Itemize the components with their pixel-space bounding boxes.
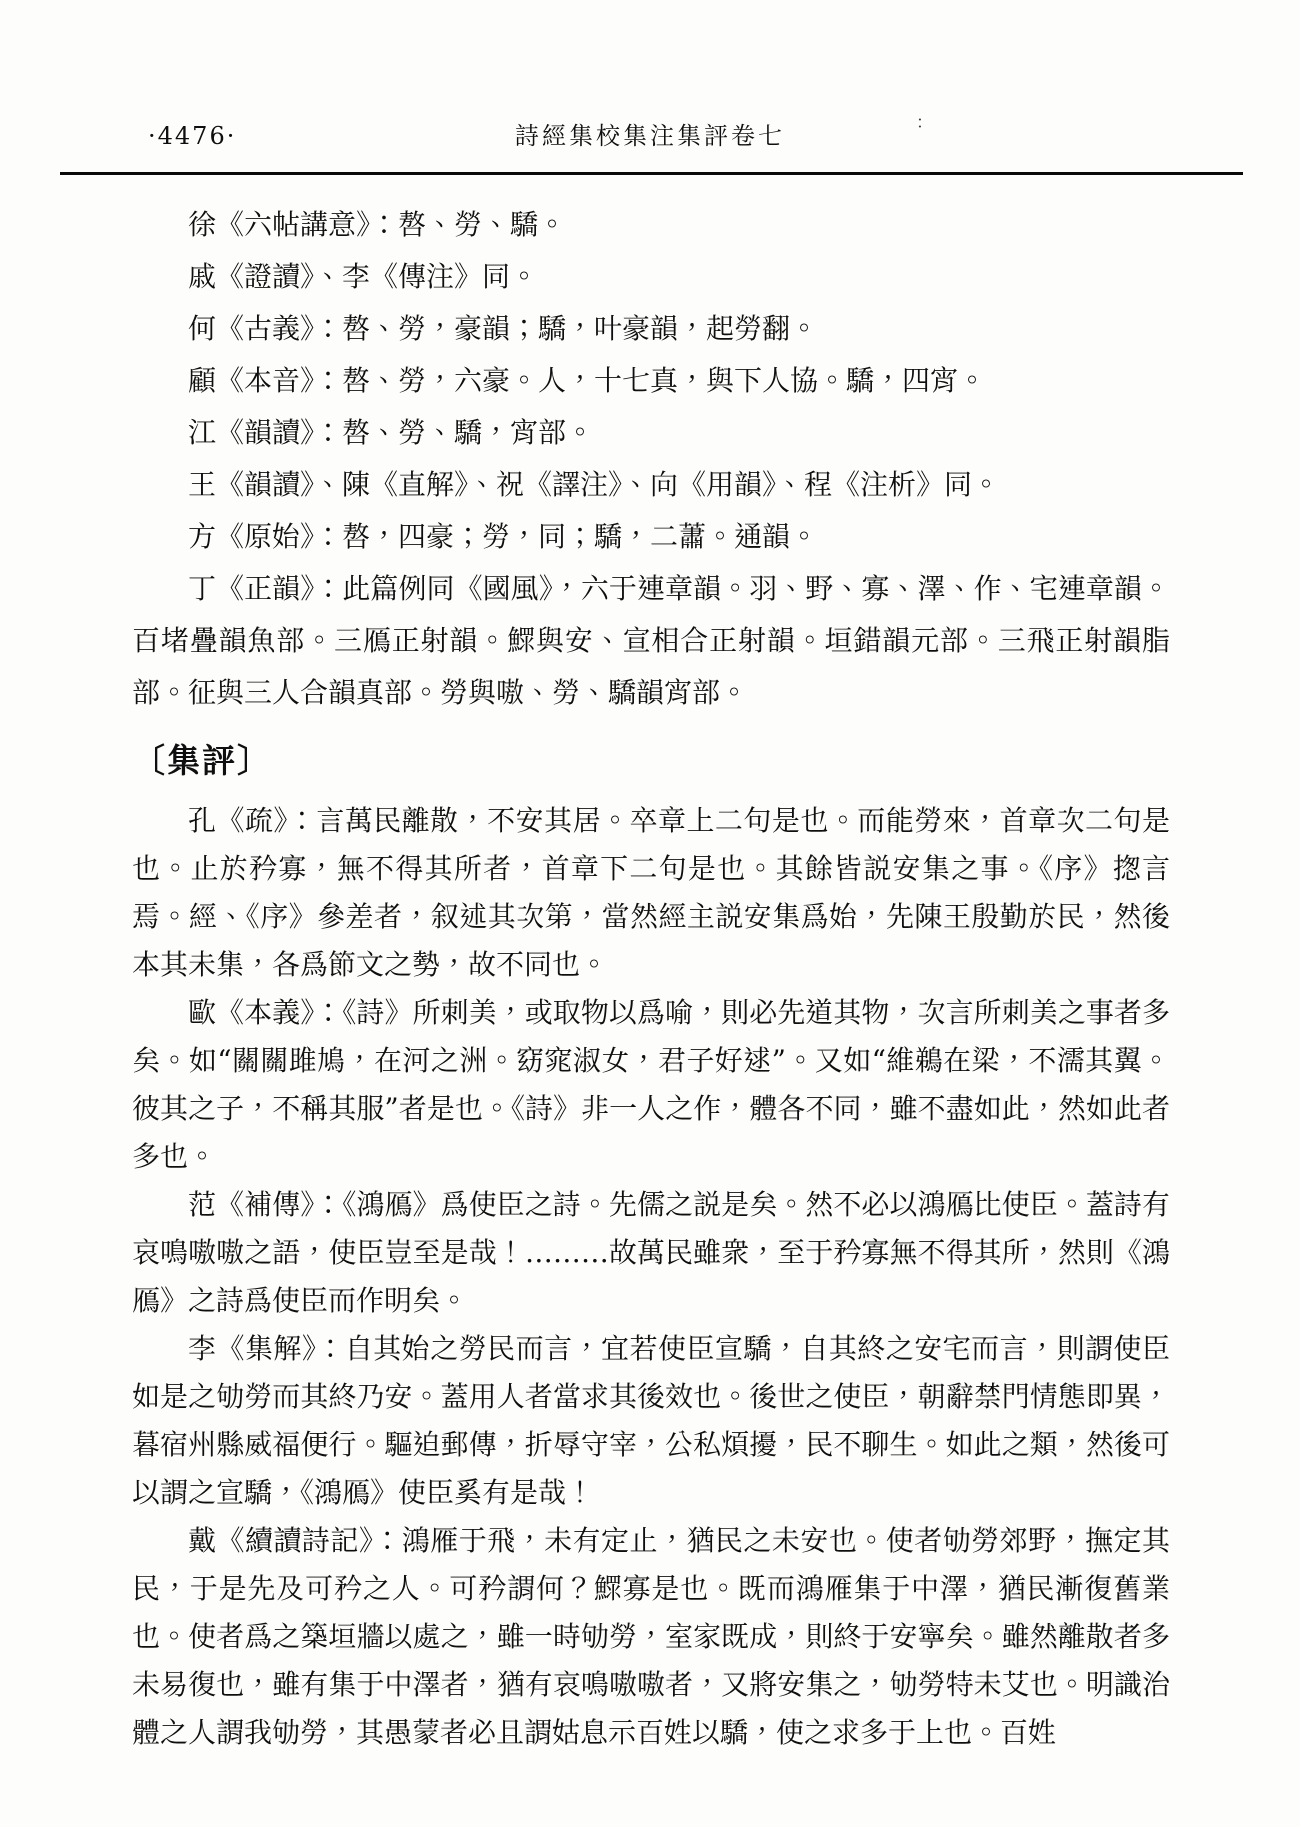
comment-kong-shu: 孔《疏》：言萬民離散，不安其居。卒章上二句是也。而能勞來，首章次二句是也。止於矜寡，無不得其所者，首章下二句是也。其餘皆説安集之事。《序》揔言焉。經、《序》參差者，叙述其次第，當然經主説安集爲始，先陳王殷勤於民，然後本其未集，各爲節文之勢，故不同也。	[132, 804, 1170, 981]
rhyme-note-gu: 顧《本音》：嗸、勞，六豪。人，十七真，與下人協。驕，四宵。	[188, 364, 987, 397]
rhyme-note-ding: 丁《正韻》：此篇例同《國風》，六于連章韻。羽、野、寡、澤、作、宅連章韻。百堵疊韻魚部。三鴈正射韻。鰥與安、宣相合正射韻。垣錯韻元部。三飛正射韻脂部。征與三人合韻真部。勞與嗷、勞、驕韻宵部。	[132, 572, 1170, 709]
page-body	[0, 199, 1300, 1757]
rhyme-note-he: 何《古義》：嗸、勞，豪韻；驕，叶豪韻，起勞翻。	[188, 312, 819, 345]
rhyme-note-xu: 徐《六帖講意》：嗸、勞、驕。	[188, 208, 567, 241]
rhyme-note-fang: 方《原始》：嗸，四豪；勞，同；驕，二蕭。通韻。	[188, 520, 819, 553]
section-heading-jiping: 〔集評〕	[132, 741, 272, 780]
header-rule	[60, 172, 1243, 175]
running-title: 詩經集校集注集評卷七	[515, 122, 785, 150]
rhyme-note-wang: 王《韻讀》、陳《直解》、祝《譯注》、向《用韻》、程《注析》同。	[188, 468, 1001, 501]
comment-dai-xudushiji: 戴《續讀詩記》：鴻雁于飛，未有定止，猶民之未安也。使者劬勞郊野，撫定其民，于是先及可矜之人。可矜謂何？鰥寡是也。既而鴻雁集于中澤，猶民漸復舊業也。使者爲之築垣牆以處之，雖一時劬勞，室家既成，則終于安寧矣。雖然離散者多未易復也，雖有集于中澤者，猶有哀鳴嗷嗷者，又將安集之，劬勞特未艾也。明識治體之人謂我劬勞，其愚蒙者必且謂姑息示百姓以驕，使之求多于上也。百姓	[132, 1524, 1170, 1749]
rhyme-note-jiang: 江《韻讀》：嗸、勞、驕，宵部。	[188, 416, 595, 449]
page-header	[0, 0, 1300, 160]
comment-ou-benyi: 歐《本義》：《詩》所刺美，或取物以爲喻，則必先道其物，次言所刺美之事者多矣。如“關關雎鳩，在河之洲。窈窕淑女，君子好逑”。又如“維鵜在梁，不濡其翼。彼其之子，不稱其服”者是也。《詩》非一人之作，體各不同，雖不盡如此，然如此者多也。	[132, 996, 1170, 1173]
rhyme-note-qi: 戚《證讀》、李《傳注》同。	[188, 260, 539, 293]
comment-li-jijie: 李《集解》：自其始之勞民而言，宜若使臣宣驕，自其終之安宅而言，則謂使臣如是之劬勞而其終乃安。蓋用人者當求其後效也。後世之使臣，朝辭禁門情態即異，暮宿州縣威福便行。驅迫郵傳，折辱守宰，公私煩擾，民不聊生。如此之類，然後可以謂之宣驕，《鴻鴈》使臣奚有是哉！	[132, 1332, 1170, 1509]
comment-fan-buzhuan: 范《補傳》：《鴻鴈》爲使臣之詩。先儒之説是矣。然不必以鴻鴈比使臣。蓋詩有哀鳴嗷嗷之語，使臣豈至是哉！………故萬民雖衆，至于矜寡無不得其所，然則《鴻鴈》之詩爲使臣而作明矣。	[132, 1188, 1170, 1317]
scan-speck-mark: ：	[916, 113, 933, 133]
page-number: ·4476·	[148, 122, 237, 150]
